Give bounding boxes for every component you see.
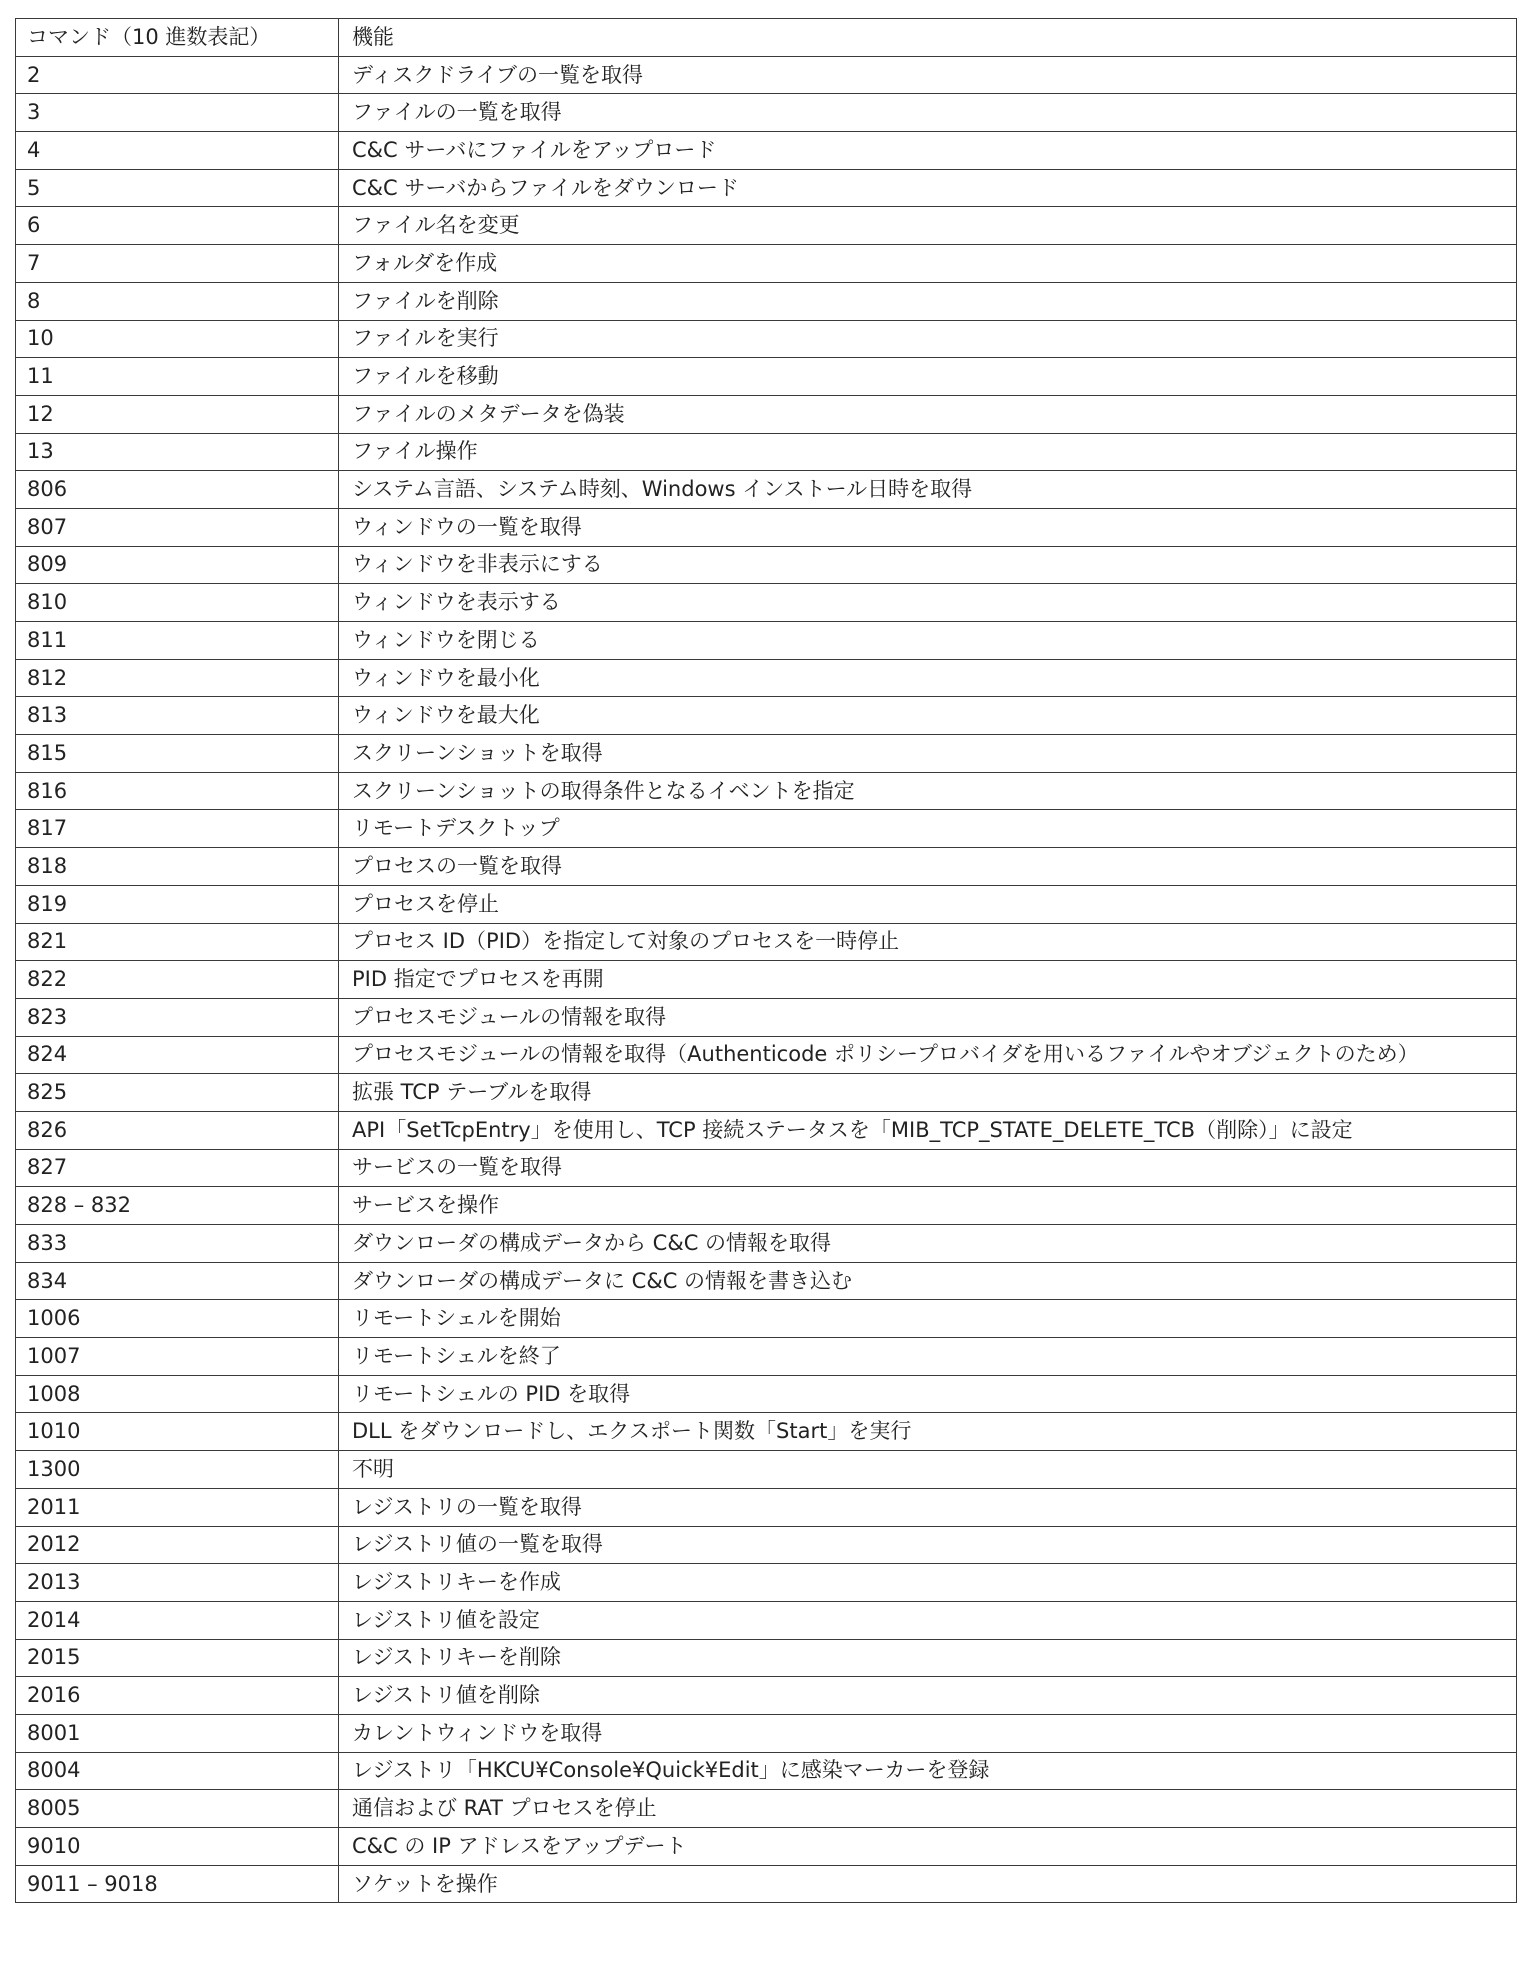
table-row	[16, 546, 1517, 584]
command-cell: 2014	[16, 1601, 339, 1639]
function-cell: プロセスの一覧を取得	[339, 848, 1517, 886]
function-cell: ファイルのメタデータを偽装	[339, 395, 1517, 433]
command-cell: 9011 – 9018	[16, 1865, 339, 1903]
table-row	[16, 1564, 1517, 1602]
command-cell: 3	[16, 94, 339, 132]
command-cell: 813	[16, 697, 339, 735]
command-table	[15, 18, 1517, 1903]
function-cell: ファイルの一覧を取得	[339, 94, 1517, 132]
table-row	[16, 1488, 1517, 1526]
table-row	[16, 1677, 1517, 1715]
command-cell: 812	[16, 659, 339, 697]
command-cell: 11	[16, 358, 339, 396]
function-cell: ソケットを操作	[339, 1865, 1517, 1903]
function-cell: 通信および RAT プロセスを停止	[339, 1790, 1517, 1828]
command-cell: 12	[16, 395, 339, 433]
command-cell: 2011	[16, 1488, 339, 1526]
table-row	[16, 584, 1517, 622]
table-row	[16, 810, 1517, 848]
table-row	[16, 207, 1517, 245]
table-row	[16, 1300, 1517, 1338]
command-cell: 1010	[16, 1413, 339, 1451]
command-cell: 1006	[16, 1300, 339, 1338]
function-cell: レジストリ「HKCU¥Console¥Quick¥Edit」に感染マーカーを登録	[339, 1752, 1517, 1790]
function-cell: API「SetTcpEntry」を使用し、TCP 接続ステータスを「MIB_TCP_STATE_DELETE_TCB（削除）」に設定	[339, 1111, 1517, 1149]
command-cell: 8005	[16, 1790, 339, 1828]
function-cell: C&C サーバにファイルをアップロード	[339, 132, 1517, 170]
table-row	[16, 735, 1517, 773]
table-row	[16, 1338, 1517, 1376]
table-row	[16, 848, 1517, 886]
table-row	[16, 132, 1517, 170]
function-cell: ファイル名を変更	[339, 207, 1517, 245]
command-cell: 2012	[16, 1526, 339, 1564]
table-row	[16, 282, 1517, 320]
table-row	[16, 1526, 1517, 1564]
table-row	[16, 1375, 1517, 1413]
command-cell: 2015	[16, 1639, 339, 1677]
function-cell: レジストリキーを削除	[339, 1639, 1517, 1677]
command-cell: 825	[16, 1074, 339, 1112]
function-cell: プロセスを停止	[339, 885, 1517, 923]
command-cell: 4	[16, 132, 339, 170]
table-row	[16, 1111, 1517, 1149]
command-cell: 819	[16, 885, 339, 923]
command-cell: 834	[16, 1262, 339, 1300]
command-cell: 807	[16, 508, 339, 546]
command-cell: 1300	[16, 1451, 339, 1489]
command-cell: 810	[16, 584, 339, 622]
function-cell: プロセスモジュールの情報を取得	[339, 998, 1517, 1036]
function-cell: ダウンローダの構成データから C&C の情報を取得	[339, 1225, 1517, 1263]
function-cell: プロセスモジュールの情報を取得（Authenticode ポリシープロバイダを用いるファイルやオブジェクトのため）	[339, 1036, 1517, 1074]
header-function: 機能	[339, 19, 1517, 57]
function-cell: ディスクドライブの一覧を取得	[339, 56, 1517, 94]
command-cell: 816	[16, 772, 339, 810]
function-cell: リモートシェルの PID を取得	[339, 1375, 1517, 1413]
command-cell: 1007	[16, 1338, 339, 1376]
table-row	[16, 1865, 1517, 1903]
function-cell: サービスの一覧を取得	[339, 1149, 1517, 1187]
command-cell: 824	[16, 1036, 339, 1074]
table-row	[16, 320, 1517, 358]
command-cell: 806	[16, 471, 339, 509]
table-row	[16, 1413, 1517, 1451]
table-row	[16, 1036, 1517, 1074]
function-cell: システム言語、システム時刻、Windows インストール日時を取得	[339, 471, 1517, 509]
function-cell: ダウンローダの構成データに C&C の情報を書き込む	[339, 1262, 1517, 1300]
command-cell: 815	[16, 735, 339, 773]
table-row	[16, 169, 1517, 207]
table-row	[16, 1601, 1517, 1639]
command-cell: 833	[16, 1225, 339, 1263]
table-row	[16, 395, 1517, 433]
command-cell: 13	[16, 433, 339, 471]
function-cell: ファイルを移動	[339, 358, 1517, 396]
table-row	[16, 1752, 1517, 1790]
table-row	[16, 923, 1517, 961]
table-row	[16, 659, 1517, 697]
function-cell: ウィンドウを最小化	[339, 659, 1517, 697]
function-cell: PID 指定でプロセスを再開	[339, 961, 1517, 999]
table-row	[16, 772, 1517, 810]
command-cell: 1008	[16, 1375, 339, 1413]
table-row	[16, 1828, 1517, 1866]
command-cell: 823	[16, 998, 339, 1036]
command-cell: 10	[16, 320, 339, 358]
command-cell: 809	[16, 546, 339, 584]
function-cell: C&C サーバからファイルをダウンロード	[339, 169, 1517, 207]
command-cell: 821	[16, 923, 339, 961]
function-cell: ウィンドウを最大化	[339, 697, 1517, 735]
command-cell: 2	[16, 56, 339, 94]
function-cell: ファイル操作	[339, 433, 1517, 471]
function-cell: レジストリ値を削除	[339, 1677, 1517, 1715]
command-cell: 9010	[16, 1828, 339, 1866]
header-command: コマンド（10 進数表記）	[16, 19, 339, 57]
command-cell: 826	[16, 1111, 339, 1149]
table-row	[16, 508, 1517, 546]
command-cell: 2016	[16, 1677, 339, 1715]
table-row	[16, 358, 1517, 396]
table-row	[16, 1451, 1517, 1489]
command-cell: 828 – 832	[16, 1187, 339, 1225]
table-row	[16, 245, 1517, 283]
table-body	[16, 56, 1517, 1903]
function-cell: レジストリ値の一覧を取得	[339, 1526, 1517, 1564]
function-cell: 不明	[339, 1451, 1517, 1489]
function-cell: スクリーンショットを取得	[339, 735, 1517, 773]
function-cell: ウィンドウを表示する	[339, 584, 1517, 622]
function-cell: リモートシェルを終了	[339, 1338, 1517, 1376]
table-row	[16, 1225, 1517, 1263]
function-cell: リモートシェルを開始	[339, 1300, 1517, 1338]
command-cell: 817	[16, 810, 339, 848]
table-row	[16, 1639, 1517, 1677]
table-row	[16, 622, 1517, 660]
function-cell: レジストリの一覧を取得	[339, 1488, 1517, 1526]
function-cell: スクリーンショットの取得条件となるイベントを指定	[339, 772, 1517, 810]
function-cell: ファイルを実行	[339, 320, 1517, 358]
table-row	[16, 961, 1517, 999]
function-cell: ウィンドウを非表示にする	[339, 546, 1517, 584]
table-row	[16, 1790, 1517, 1828]
table-row	[16, 697, 1517, 735]
command-cell: 811	[16, 622, 339, 660]
function-cell: 拡張 TCP テーブルを取得	[339, 1074, 1517, 1112]
function-cell: フォルダを作成	[339, 245, 1517, 283]
table-row	[16, 1714, 1517, 1752]
table-row	[16, 94, 1517, 132]
function-cell: サービスを操作	[339, 1187, 1517, 1225]
command-cell: 822	[16, 961, 339, 999]
function-cell: ファイルを削除	[339, 282, 1517, 320]
command-cell: 8001	[16, 1714, 339, 1752]
command-cell: 827	[16, 1149, 339, 1187]
table-row	[16, 433, 1517, 471]
table-row	[16, 1149, 1517, 1187]
command-cell: 818	[16, 848, 339, 886]
command-cell: 2013	[16, 1564, 339, 1602]
command-cell: 8004	[16, 1752, 339, 1790]
function-cell: レジストリ値を設定	[339, 1601, 1517, 1639]
table-row	[16, 885, 1517, 923]
function-cell: C&C の IP アドレスをアップデート	[339, 1828, 1517, 1866]
table-row	[16, 56, 1517, 94]
table-row	[16, 1262, 1517, 1300]
function-cell: リモートデスクトップ	[339, 810, 1517, 848]
table-header-row	[16, 19, 1517, 57]
command-cell: 5	[16, 169, 339, 207]
function-cell: DLL をダウンロードし、エクスポート関数「Start」を実行	[339, 1413, 1517, 1451]
function-cell: プロセス ID（PID）を指定して対象のプロセスを一時停止	[339, 923, 1517, 961]
table-row	[16, 998, 1517, 1036]
function-cell: ウィンドウの一覧を取得	[339, 508, 1517, 546]
table-row	[16, 1187, 1517, 1225]
command-cell: 8	[16, 282, 339, 320]
function-cell: ウィンドウを閉じる	[339, 622, 1517, 660]
command-cell: 7	[16, 245, 339, 283]
function-cell: カレントウィンドウを取得	[339, 1714, 1517, 1752]
table-row	[16, 471, 1517, 509]
command-cell: 6	[16, 207, 339, 245]
table-row	[16, 1074, 1517, 1112]
function-cell: レジストリキーを作成	[339, 1564, 1517, 1602]
